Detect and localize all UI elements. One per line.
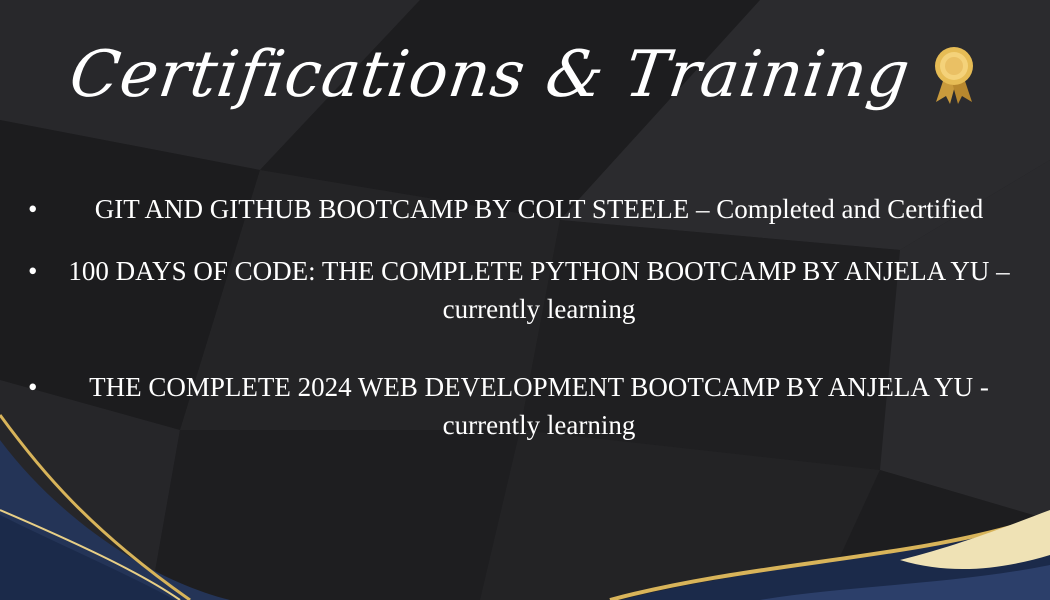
certification-list — [24, 190, 1024, 444]
list-item — [24, 368, 1024, 444]
bullet: • — [28, 372, 38, 402]
bullet: • — [28, 194, 38, 224]
certification-text: THE COMPLETE 2024 WEB DEVELOPMENT BOOTCAMP BY ANJELA YU - currently learning — [89, 372, 989, 440]
page-title — [0, 30, 1050, 120]
certification-text: GIT AND GITHUB BOOTCAMP BY COLT STEELE – Completed and Certified — [94, 194, 984, 224]
medal-icon — [928, 44, 980, 106]
certification-text: 100 DAYS OF CODE: THE COMPLETE PYTHON BOOTCAMP BY ANJELA YU – currently learning — [68, 256, 1010, 324]
list-item — [24, 190, 1024, 228]
title-text: Certifications & Training — [65, 38, 915, 112]
list-item — [24, 252, 1024, 328]
bullet: • — [28, 256, 38, 286]
